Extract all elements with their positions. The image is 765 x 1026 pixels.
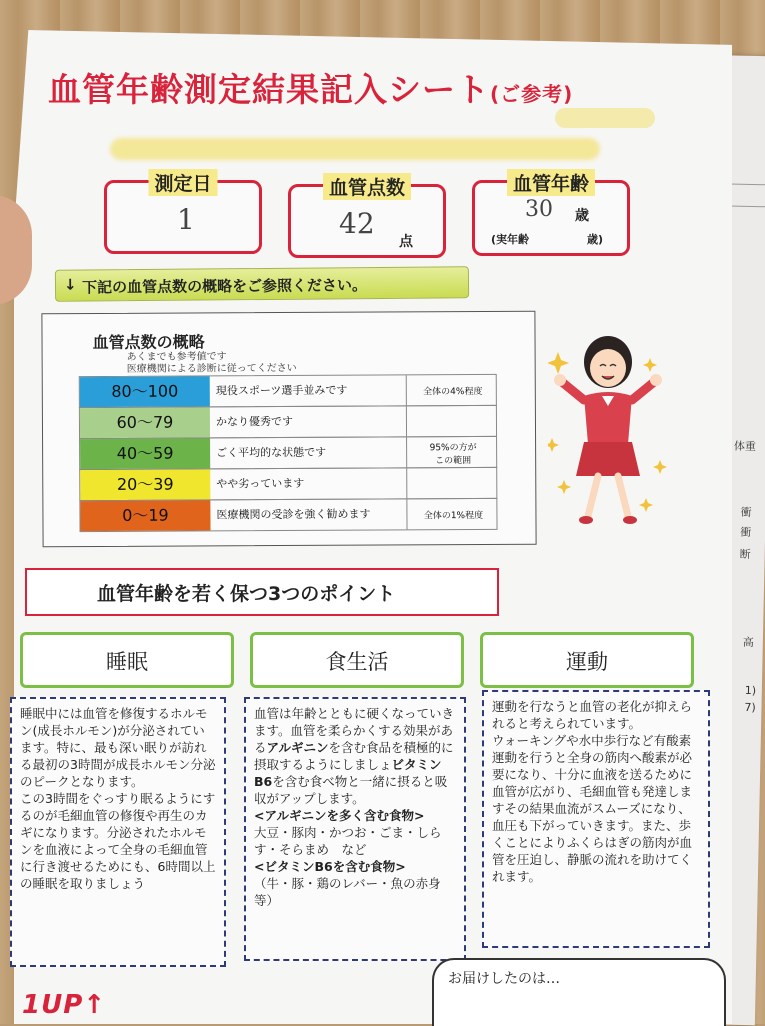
diet-paragraph [254,705,456,807]
title-highlight [555,108,655,128]
note-line: あくまでも参考値です [126,351,227,363]
category-diet [250,632,464,688]
exercise-paragraph: 運動を行なうと血管の老化が抑えられると考えられています。 [492,699,693,731]
sheet-title-text: 血管年齢測定結果記入シート [48,70,490,109]
share-middle-line: この範囲 [435,456,472,467]
score-handwritten-value: 42 [339,207,375,240]
table-row [79,467,497,501]
three-points-heading-text: 血管年齢を若く保つ3つのポイント [97,583,396,605]
arginine-emphasis: アルギニン [266,740,329,755]
back-sheet-fragment: 1) [744,683,757,698]
back-sheet-fragment: 7) [744,700,756,715]
share-top: 全体の4%程度 [423,386,483,398]
back-sheet-fragment: 高 [742,635,754,650]
category-label: 睡眠 [106,650,148,674]
score-description: かなり優秀です [212,406,407,437]
score-range: 40～59 [80,438,210,469]
score-description: やや劣っています [212,468,407,499]
title-underline-highlight [110,138,600,160]
category-sleep [20,632,234,688]
share-middle [411,440,495,466]
back-sheet-fragment: 衝 [740,505,752,520]
diet-text: を含む食品を積極的に摂取するようにしましょ [254,740,454,772]
date-handwritten-value: 1 [177,203,195,236]
category-exercise [480,632,694,688]
date-label: 測定日 [148,169,217,196]
age-label: 血管年齢 [507,169,595,196]
score-overview-title: 血管点数の概略 [92,332,205,353]
score-range: 80～100 [80,376,210,407]
diet-subheading [254,807,456,824]
score-range: 60～79 [80,407,210,438]
back-sheet-fragment: 断 [739,547,751,562]
sheet-title-note: (ご参考) [490,82,574,106]
score-overview-note [127,351,297,376]
sheet-title [48,64,573,111]
vitamin-b6-foods-heading: <ビタミンB6を含む食物> [254,859,406,874]
score-description: 医療機関の受診を強く勧めます [212,499,407,530]
three-points-heading [25,568,499,616]
category-label: 運動 [566,650,608,674]
diet-text: を含む食べ物と一緒に摂ると吸収がアップします。 [254,774,448,806]
score-range: 0～19 [80,500,210,531]
table-row [79,405,497,439]
down-arrow-icon: ↓ [63,275,77,294]
score-range: 20～39 [80,469,210,500]
exercise-advice-box [482,690,710,948]
reference-banner-text: 下記の血管点数の概略をご参照ください。 [81,276,368,297]
exercise-paragraph: ウォーキングや水中歩行など有酸素運動を行うと全身の筋肉へ酸素が必要になり、十分に血液を送るために血管が広がり、毛細血管も発達しますその結果血流がスムーズになり、血圧も下がっていきます。また、歩くことによりふくらはぎの筋肉が血管を圧迫し、静脈の流れを助けてくれます。 [492,733,693,884]
share-middle-line: 95%の方が [429,443,477,454]
delivery-label: お届けしたのは… [448,971,560,987]
diet-advice-box [244,697,466,961]
share-bottom: 全体の1%程度 [423,510,484,522]
vitamin-b6-foods: （牛・豚・鶏のレバー・魚の赤身等） [254,876,441,908]
actual-age-unit: 歳) [587,233,604,246]
diet-subheading [254,858,456,875]
category-label: 食生活 [325,650,389,674]
vitamin-b6-emphasis: ビタミンB6 [254,757,442,789]
date-box[interactable] [104,173,262,254]
age-handwritten-value: 30 [525,197,553,222]
brand-logo: 1UP↑ [22,990,107,1020]
score-unit: 点 [399,234,413,250]
age-box[interactable] [472,173,630,256]
arginine-foods-heading: <アルギニンを多く含む食物> [254,808,425,823]
score-description: 現役スポーツ選手並みです [212,375,407,406]
sleep-advice-box [10,697,226,967]
sleep-paragraph: 睡眠中には血管を修復するホルモン(成長ホルモン)が分泌されています。特に、最も深い眠りが訪れる最初の3時間が成長ホルモン分泌のピークとなります。 [20,706,216,789]
diet-text: 血管は年齢とともに硬くなっていきます。血管を柔らかくする効果がある [254,706,455,755]
reference-banner [55,266,469,302]
arginine-foods: 大豆・豚肉・かつお・ごま・しらす・そらまめ など [254,825,442,857]
age-unit: 歳 [575,208,589,224]
note-line: 医療機関による診断に従ってください [126,362,297,375]
back-sheet-fragment: 体重 [733,439,757,454]
delivery-box [432,958,726,1026]
sleep-paragraph: この3時間をぐっすり眠るようにするのが毛細血管の修復や再生のカギになります。分泌されたホルモンを血液によって全身の毛細血管に行き渡せるためにも、6時間以上の睡眠を取りましょう [20,791,216,891]
score-description: ごく平均的な状態です [212,437,407,468]
score-label: 血管点数 [323,173,411,200]
back-sheet-fragment: 衝 [740,525,752,540]
actual-age-label: (実年齢 [491,233,530,246]
score-overview-table [41,311,536,548]
cheering-girl-illustration [548,330,668,530]
score-box[interactable] [288,177,446,258]
